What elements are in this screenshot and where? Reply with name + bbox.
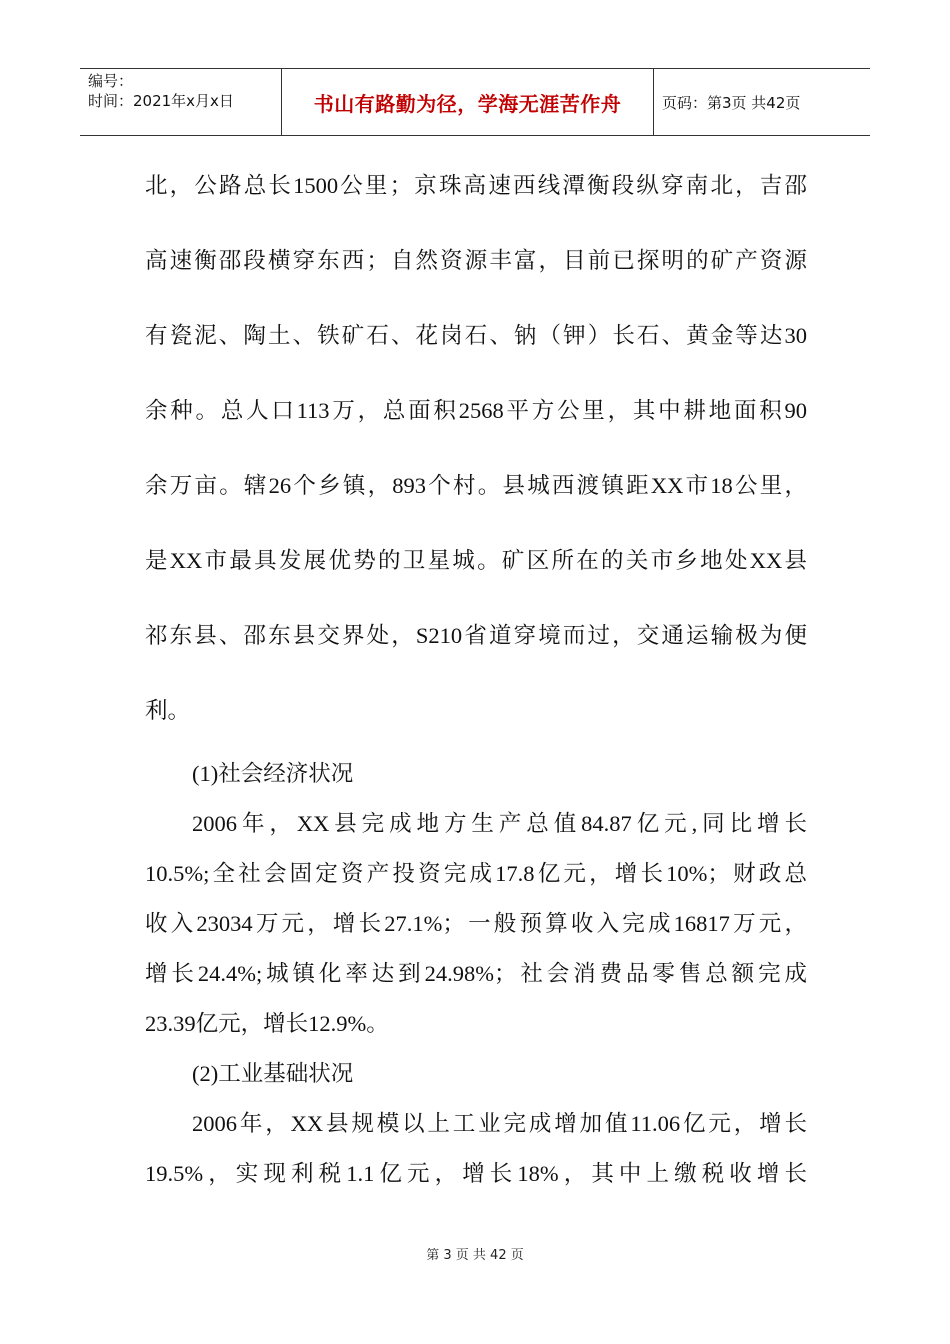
document-date-label: 时间：2021年x月x日: [88, 92, 234, 110]
body-line: 2006年，XX县完成地方生产总值84.87亿元,同比增长: [192, 811, 807, 836]
body-line: 有瓷泥、陶土、铁矿石、花岗石、钠（钾）长石、黄金等达30: [145, 323, 807, 348]
body-line: 余万亩。辖26个乡镇，893个村。县城西渡镇距XX市18公里，: [145, 473, 807, 498]
body-line: 收入23034万元，增长27.1%；一般预算收入完成16817万元，: [145, 911, 807, 936]
body-line: 利。: [145, 698, 191, 723]
body-line: 23.39亿元，增长12.9%。: [145, 1011, 389, 1036]
header-motto: 书山有路勤为径，学海无涯苦作舟: [282, 69, 654, 135]
section-heading: (2)工业基础状况: [192, 1061, 354, 1086]
body-line: 19.5%，实现利税1.1亿元，增长18%，其中上缴税收增长: [145, 1161, 807, 1186]
body-line: 是XX市最具发展优势的卫星城。矿区所在的关市乡地处XX县: [145, 548, 807, 573]
page-footer: 第 3 页 共 42 页: [426, 1248, 524, 1263]
body-line: 北，公路总长1500公里；京珠高速西线潭衡段纵穿南北，吉邵: [145, 173, 807, 198]
body-line: 高速衡邵段横穿东西；自然资源丰富，目前已探明的矿产资源: [145, 248, 807, 273]
body-line: 2006年，XX县规模以上工业完成增加值11.06亿元，增长: [192, 1111, 807, 1136]
body-line: 祁东县、邵东县交界处，S210省道穿境而过，交通运输极为便: [145, 623, 807, 648]
header-page-info: 页码：第3页 共42页: [662, 93, 801, 112]
body-line: 余种。总人口113万，总面积2568平方公里，其中耕地面积90: [145, 398, 807, 423]
page-header: [80, 68, 870, 136]
document-number-label: 编号：: [88, 72, 134, 90]
body-line: 增长24.4%;城镇化率达到24.98%；社会消费品零售总额完成: [145, 961, 807, 986]
body-line: 10.5%;全社会固定资产投资完成17.8亿元，增长10%；财政总: [145, 861, 807, 886]
header-meta: [80, 69, 282, 135]
section-heading: (1)社会经济状况: [192, 761, 354, 786]
